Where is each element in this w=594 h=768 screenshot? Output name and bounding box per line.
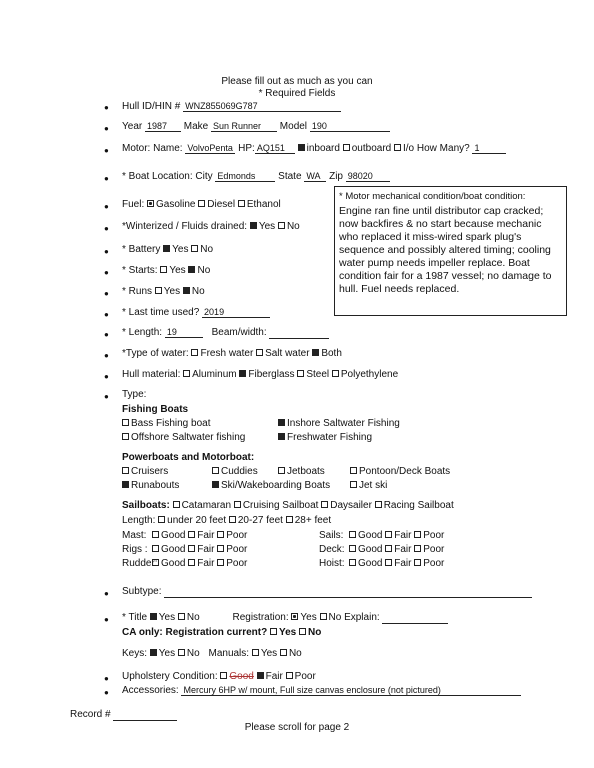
state-label: State xyxy=(278,171,302,182)
starts-no-label: No xyxy=(197,265,211,276)
motor-row xyxy=(122,143,506,154)
bullet: ● xyxy=(104,330,109,339)
offshore-checkbox[interactable] xyxy=(122,433,129,440)
subtype-label: Subtype: xyxy=(122,586,162,597)
hoist-row xyxy=(319,558,444,569)
poor-label: Poor xyxy=(423,558,445,569)
inshore-option xyxy=(278,418,400,429)
runs-yes-label: Yes xyxy=(163,286,181,297)
keys-yes-label: Yes xyxy=(158,648,176,659)
deck-row xyxy=(319,544,444,555)
runs-row xyxy=(122,286,205,297)
engine-count-field[interactable]: 1 xyxy=(472,143,506,154)
bullet: ● xyxy=(104,174,109,183)
io-label: I/o How Many? xyxy=(403,143,470,154)
ca-yes-checkbox[interactable] xyxy=(270,628,277,635)
offshore-label: Offshore Saltwater fishing xyxy=(131,432,246,443)
starts-yes-checkbox[interactable] xyxy=(160,266,167,273)
runs-no-checkbox[interactable] xyxy=(183,287,190,294)
pontoon-option xyxy=(350,466,450,477)
rigs-row xyxy=(122,544,247,555)
good-label: Good xyxy=(358,544,383,555)
subtype-field[interactable] xyxy=(164,586,532,598)
hoist-label: Hoist: xyxy=(319,558,345,569)
mast-poor-checkbox[interactable] xyxy=(217,531,224,538)
hull-id-field[interactable]: WNZ855069G787 xyxy=(183,101,341,112)
good-label: Good xyxy=(161,530,186,541)
rigs-label: Rigs : xyxy=(122,544,148,555)
fair-label: Fair xyxy=(394,544,412,555)
ca-registration-label: CA only: Registration current? xyxy=(122,627,268,638)
accessories-label: Accessories: xyxy=(122,685,179,696)
gasoline-label: Gasoline xyxy=(156,199,196,210)
hoist-good-checkbox[interactable] xyxy=(349,559,356,566)
fiberglass-checkbox[interactable] xyxy=(239,370,246,377)
make-field[interactable]: Sun Runner xyxy=(211,121,277,132)
hull-material-row xyxy=(122,369,398,380)
outboard-checkbox[interactable] xyxy=(343,144,350,151)
freshwater-checkbox[interactable] xyxy=(278,433,285,440)
daysailer-checkbox[interactable] xyxy=(321,501,328,508)
jetski-option xyxy=(350,480,387,491)
hull-material-label: Hull material: xyxy=(122,369,181,380)
pontoon-label: Pontoon/Deck Boats xyxy=(359,466,451,477)
hull-id-row xyxy=(122,101,341,112)
runabouts-checkbox[interactable] xyxy=(122,481,129,488)
fuel-row xyxy=(122,199,281,210)
title-yes-checkbox[interactable] xyxy=(150,613,157,620)
title-no-checkbox[interactable] xyxy=(178,613,185,620)
manuals-label: Manuals: xyxy=(208,648,250,659)
record-field[interactable] xyxy=(113,709,177,721)
last-used-label: * Last time used? xyxy=(122,307,200,318)
sail-length-label: Length: xyxy=(122,515,156,526)
ca-no-label: No xyxy=(308,627,322,638)
hoist-poor-checkbox[interactable] xyxy=(414,559,421,566)
length-row xyxy=(122,327,329,339)
keys-no-label: No xyxy=(186,648,200,659)
sails-row xyxy=(319,530,444,541)
mast-row xyxy=(122,530,247,541)
ethanol-label: Ethanol xyxy=(246,199,281,210)
jetboats-checkbox[interactable] xyxy=(278,467,285,474)
upholstery-row xyxy=(122,671,316,682)
record-label: Record # xyxy=(70,709,111,720)
outboard-label: outboard xyxy=(351,143,392,154)
inboard-label: inboard xyxy=(306,143,340,154)
cuddies-checkbox[interactable] xyxy=(212,467,219,474)
zip-label: Zip xyxy=(329,171,343,182)
good-label: Good xyxy=(358,558,383,569)
aluminum-label: Aluminum xyxy=(192,369,237,380)
battery-row xyxy=(122,244,213,255)
diesel-label: Diesel xyxy=(207,199,236,210)
over28-checkbox[interactable] xyxy=(286,516,293,523)
both-water-checkbox[interactable] xyxy=(312,349,319,356)
last-used-field[interactable]: 2019 xyxy=(202,307,270,318)
registration-no-label: No Explain: xyxy=(328,612,380,623)
motor-label: Motor: Name: xyxy=(122,143,183,154)
jetboats-option xyxy=(278,466,325,477)
cruising-sailboat-checkbox[interactable] xyxy=(234,501,241,508)
poor-label: Poor xyxy=(423,530,445,541)
catamaran-label: Catamaran xyxy=(181,500,232,511)
hp-field[interactable]: AQ151 xyxy=(255,143,295,154)
length-field[interactable]: 19 xyxy=(165,327,203,338)
location-row xyxy=(122,171,390,182)
battery-yes-label: Yes xyxy=(172,244,189,255)
rigs-good-checkbox[interactable] xyxy=(152,545,159,552)
mast-label: Mast: xyxy=(122,530,147,541)
steel-label: Steel xyxy=(306,369,330,380)
polyethylene-checkbox[interactable] xyxy=(332,370,339,377)
both-water-label: Both xyxy=(321,348,342,359)
good-label: Good xyxy=(161,558,186,569)
cruisers-checkbox[interactable] xyxy=(122,467,129,474)
polyethylene-label: Polyethylene xyxy=(340,369,399,380)
20to27-label: 20-27 feet xyxy=(237,515,283,526)
keys-label: Keys: xyxy=(122,648,148,659)
rudder-good-checkbox[interactable] xyxy=(152,559,159,566)
length-label: * Length: xyxy=(122,327,163,338)
jetski-label: Jet ski xyxy=(359,480,388,491)
state-field[interactable]: WA xyxy=(304,171,326,182)
runabouts-option xyxy=(122,480,179,491)
diesel-checkbox[interactable] xyxy=(198,200,205,207)
freshwater-label: Freshwater Fishing xyxy=(287,432,373,443)
runs-no-label: No xyxy=(191,286,205,297)
cruising-sailboat-label: Cruising Sailboat xyxy=(242,500,319,511)
fair-label: Fair xyxy=(197,558,215,569)
bullet: ● xyxy=(104,124,109,133)
rigs-fair-checkbox[interactable] xyxy=(188,545,195,552)
deck-good-checkbox[interactable] xyxy=(349,545,356,552)
good-label: Good xyxy=(358,530,383,541)
steel-checkbox[interactable] xyxy=(297,370,304,377)
year-row xyxy=(122,121,390,132)
deck-fair-checkbox[interactable] xyxy=(385,545,392,552)
manuals-no-label: No xyxy=(288,648,302,659)
zip-field[interactable]: 98020 xyxy=(346,171,390,182)
racing-sailboat-checkbox[interactable] xyxy=(375,501,382,508)
winterized-no-checkbox[interactable] xyxy=(278,222,285,229)
title-no-label: No xyxy=(186,612,200,623)
winterized-row xyxy=(122,221,300,232)
rudder-fair-checkbox[interactable] xyxy=(188,559,195,566)
bullet: ● xyxy=(104,688,109,697)
pontoon-checkbox[interactable] xyxy=(350,467,357,474)
inboard-checkbox[interactable] xyxy=(298,144,305,151)
fishing-boats-heading: Fishing Boats xyxy=(122,404,189,415)
sailboats-heading: Sailboats: xyxy=(122,500,170,511)
bullet: ● xyxy=(104,103,109,112)
upholstery-good-label: Good xyxy=(229,671,254,682)
upholstery-good-checkbox[interactable] xyxy=(220,672,227,679)
bass-label: Bass Fishing boat xyxy=(131,418,211,429)
record-row xyxy=(70,709,177,721)
upholstery-poor-label: Poor xyxy=(294,671,316,682)
ca-registration-row xyxy=(122,627,321,638)
starts-no-checkbox[interactable] xyxy=(188,266,195,273)
starts-label: * Starts: xyxy=(122,265,158,276)
registration-yes-label: Yes xyxy=(300,612,317,623)
ski-checkbox[interactable] xyxy=(212,481,219,488)
beam-label: Beam/width: xyxy=(211,327,267,338)
cruisers-option xyxy=(122,466,168,477)
fresh-water-checkbox[interactable] xyxy=(191,349,198,356)
bullet: ● xyxy=(104,615,109,624)
mast-good-checkbox[interactable] xyxy=(152,531,159,538)
bullet: ● xyxy=(104,268,109,277)
form-instructions: Please fill out as much as you can xyxy=(221,76,373,87)
freshwater-option xyxy=(278,432,372,443)
battery-no-label: No xyxy=(200,244,214,255)
fresh-water-label: Fresh water xyxy=(200,348,254,359)
catamaran-checkbox[interactable] xyxy=(173,501,180,508)
motor-name-field[interactable]: VolvoPenta xyxy=(185,143,235,154)
condition-note-text: Engine ran fine until distributor cap cracked; now backfires & no start because mechanic who replaced it miss-wired spark plug's sequence and possibly altered timing; cooling water pump needs impeller replace. Boat condition fair for a 1987 vessel; no damage to hull. Fuel needs replaced. xyxy=(339,205,552,295)
poor-label: Poor xyxy=(226,530,248,541)
hp-label: HP: xyxy=(238,143,255,154)
fair-label: Fair xyxy=(197,544,215,555)
upholstery-poor-checkbox[interactable] xyxy=(286,672,293,679)
ethanol-checkbox[interactable] xyxy=(238,200,245,207)
hoist-fair-checkbox[interactable] xyxy=(385,559,392,566)
model-field[interactable]: 190 xyxy=(310,121,390,132)
last-used-row xyxy=(122,307,270,318)
poor-label: Poor xyxy=(226,544,248,555)
condition-note-heading: * Motor mechanical condition/boat condition: xyxy=(339,191,526,202)
aluminum-checkbox[interactable] xyxy=(183,370,190,377)
bullet: ● xyxy=(104,674,109,683)
fuel-label: Fuel: xyxy=(122,199,145,210)
winterized-no-label: No xyxy=(286,221,300,232)
fair-label: Fair xyxy=(394,530,412,541)
daysailer-label: Daysailer xyxy=(330,500,372,511)
deck-poor-checkbox[interactable] xyxy=(414,545,421,552)
over28-label: 28+ feet xyxy=(294,515,332,526)
winterized-yes-checkbox[interactable] xyxy=(250,222,257,229)
cruisers-label: Cruisers xyxy=(131,466,169,477)
subtype-row xyxy=(122,586,532,598)
bullet: ● xyxy=(104,289,109,298)
salt-water-checkbox[interactable] xyxy=(256,349,263,356)
ski-label: Ski/Wakeboarding Boats xyxy=(221,480,331,491)
bullet: ● xyxy=(104,589,109,598)
under20-label: under 20 feet xyxy=(167,515,227,526)
bass-checkbox[interactable] xyxy=(122,419,129,426)
runabouts-label: Runabouts xyxy=(131,480,180,491)
registration-no-checkbox[interactable] xyxy=(320,613,327,620)
runs-label: * Runs xyxy=(122,286,153,297)
bullet: ● xyxy=(104,146,109,155)
racing-sailboat-label: Racing Sailboat xyxy=(383,500,454,511)
city-label: * Boat Location: City xyxy=(122,171,213,182)
winterized-yes-label: Yes xyxy=(258,221,276,232)
model-label: Model xyxy=(279,121,308,132)
fair-label: Fair xyxy=(197,530,215,541)
sails-label: Sails: xyxy=(319,530,344,541)
type-label: Type: xyxy=(122,389,147,400)
hull-id-label: Hull ID/HIN # xyxy=(122,101,181,112)
jetboats-label: Jetboats xyxy=(287,466,325,477)
battery-yes-checkbox[interactable] xyxy=(163,245,170,252)
under20-checkbox[interactable] xyxy=(158,516,165,523)
bullet: ● xyxy=(104,372,109,381)
inshore-checkbox[interactable] xyxy=(278,419,285,426)
deck-label: Deck: xyxy=(319,544,345,555)
gasoline-checkbox[interactable] xyxy=(147,200,154,207)
poor-label: Poor xyxy=(423,544,445,555)
winterized-label: *Winterized / Fluids drained: xyxy=(122,221,248,232)
bullet: ● xyxy=(104,392,109,401)
sails-poor-checkbox[interactable] xyxy=(414,531,421,538)
starts-yes-label: Yes xyxy=(169,265,186,276)
sail-length-row xyxy=(122,515,331,526)
manuals-no-checkbox[interactable] xyxy=(280,649,287,656)
city-field[interactable]: Edmonds xyxy=(215,171,275,182)
io-checkbox[interactable] xyxy=(394,144,401,151)
ski-option xyxy=(212,480,330,491)
battery-label: * Battery xyxy=(122,244,161,255)
starts-row xyxy=(122,265,210,276)
sails-good-checkbox[interactable] xyxy=(349,531,356,538)
good-label: Good xyxy=(161,544,186,555)
ca-yes-label: Yes xyxy=(278,627,297,638)
upholstery-fair-label: Fair xyxy=(265,671,283,682)
water-row xyxy=(122,348,342,359)
fiberglass-label: Fiberglass xyxy=(248,369,295,380)
title-yes-label: Yes xyxy=(158,612,176,623)
cuddies-option xyxy=(212,466,258,477)
sailboats-row xyxy=(122,500,454,511)
bullet: ● xyxy=(104,351,109,360)
registration-label: Registration: xyxy=(232,612,289,623)
rudder-label: Rudder: xyxy=(122,558,158,569)
water-label: *Type of water: xyxy=(122,348,189,359)
bass-option xyxy=(122,418,211,429)
registration-explain-field[interactable] xyxy=(382,612,448,624)
manuals-yes-checkbox[interactable] xyxy=(252,649,259,656)
registration-yes-checkbox[interactable] xyxy=(291,613,298,620)
upholstery-fair-checkbox[interactable] xyxy=(257,672,264,679)
poor-label: Poor xyxy=(226,558,248,569)
make-label: Make xyxy=(183,121,209,132)
rudder-row xyxy=(122,558,247,569)
offshore-option xyxy=(122,432,245,443)
bullet: ● xyxy=(104,310,109,319)
salt-water-label: Salt water xyxy=(265,348,310,359)
keys-row xyxy=(122,648,302,659)
scroll-note: Please scroll for page 2 xyxy=(244,722,350,733)
accessories-field[interactable]: Mercury 6HP w/ mount, Full size canvas enclosure (not pictured) xyxy=(181,685,521,696)
cuddies-label: Cuddies xyxy=(221,466,258,477)
rudder-poor-checkbox[interactable] xyxy=(217,559,224,566)
beam-field[interactable] xyxy=(269,327,329,339)
bullet: ● xyxy=(104,247,109,256)
mast-fair-checkbox[interactable] xyxy=(188,531,195,538)
inshore-label: Inshore Saltwater Fishing xyxy=(287,418,400,429)
keys-no-checkbox[interactable] xyxy=(178,649,185,656)
manuals-yes-label: Yes xyxy=(260,648,278,659)
condition-note-box[interactable] xyxy=(334,186,567,316)
powerboats-heading: Powerboats and Motorboat: xyxy=(122,452,255,463)
runs-yes-checkbox[interactable] xyxy=(155,287,162,294)
jetski-checkbox[interactable] xyxy=(350,481,357,488)
battery-no-checkbox[interactable] xyxy=(191,245,198,252)
bullet: ● xyxy=(104,202,109,211)
fair-label: Fair xyxy=(394,558,412,569)
rigs-poor-checkbox[interactable] xyxy=(217,545,224,552)
year-label: Year xyxy=(122,121,143,132)
title-label: * Title xyxy=(122,612,148,623)
accessories-row xyxy=(122,685,521,696)
sails-fair-checkbox[interactable] xyxy=(385,531,392,538)
upholstery-label: Upholstery Condition: xyxy=(122,671,218,682)
20to27-checkbox[interactable] xyxy=(229,516,236,523)
keys-yes-checkbox[interactable] xyxy=(150,649,157,656)
bullet: ● xyxy=(104,224,109,233)
year-field[interactable]: 1987 xyxy=(145,121,181,132)
ca-no-checkbox[interactable] xyxy=(299,628,306,635)
title-row xyxy=(122,612,448,624)
required-note: * Required Fields xyxy=(258,88,336,99)
